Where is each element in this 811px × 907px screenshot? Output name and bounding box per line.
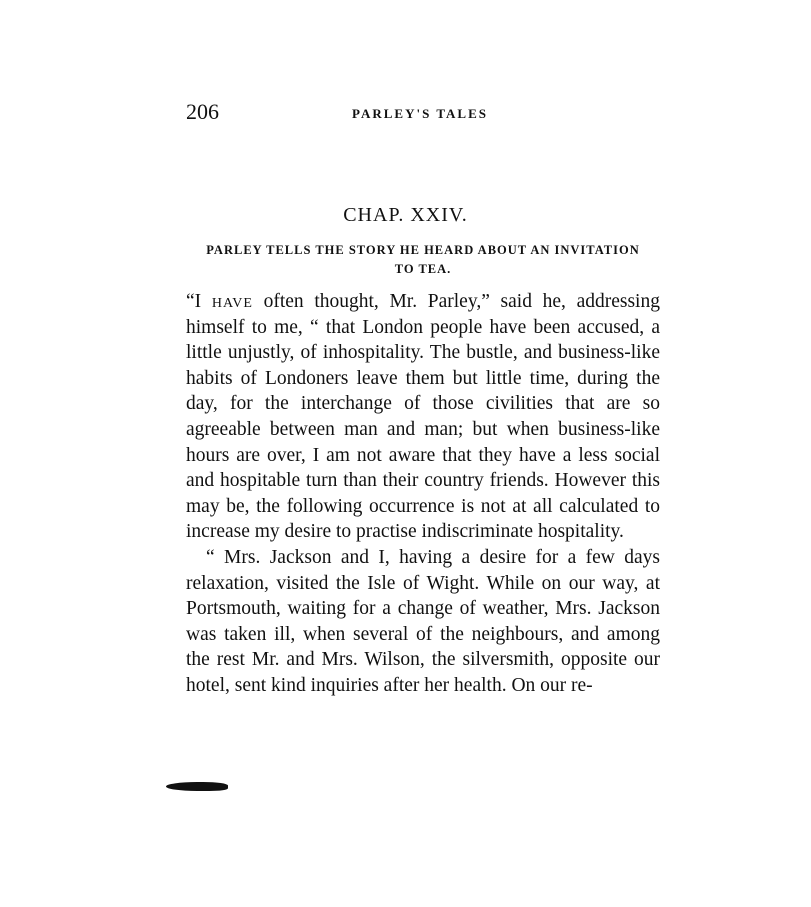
chapter-subtitle-line-2: TO TEA. xyxy=(394,262,452,276)
chapter-subtitle-line-1: PARLEY TELLS THE STORY HE HEARD ABOUT AN INVITATION xyxy=(206,243,640,257)
chapter-subtitle xyxy=(186,241,660,279)
paragraph-1-open: “I xyxy=(186,291,212,312)
body-text xyxy=(186,289,660,699)
paragraph-1-rest: often thought, Mr. Parley,” said he, addressing himself to me, “ that London people have been accused, a little unjustly, of inhospitality. The bustle, and business-like habits of Londoners leave them but little time, during the day, for the interchange of those civilities that are so agreeable between man and man; but when business-like hours are over, I am not aware that they have a less social and hospitable turn than their country friends. However this may be, the following occurrence is not at all calculated to increase my desire to practise indiscriminate hospitality. xyxy=(186,291,660,543)
paragraph-1-smallcaps: have xyxy=(211,291,253,312)
page-number: 206 xyxy=(186,99,219,124)
paragraph-1 xyxy=(186,289,660,545)
ink-blot-mark xyxy=(166,782,228,791)
paragraph-2: “ Mrs. Jackson and I, having a desire for a few days relaxation, visited the Isle of Wight. While on our way, at Portsmouth, waiting for a change of weather, Mrs. Jackson was taken ill, when several of the neighbours, and among the rest Mr. and Mrs. Wilson, the silversmith, opposite our hotel, sent kind inquiries after her health. On our re- xyxy=(186,546,660,696)
running-head: PARLEY'S TALES xyxy=(352,106,489,121)
chapter-title: CHAP. XXIV. xyxy=(343,204,468,226)
